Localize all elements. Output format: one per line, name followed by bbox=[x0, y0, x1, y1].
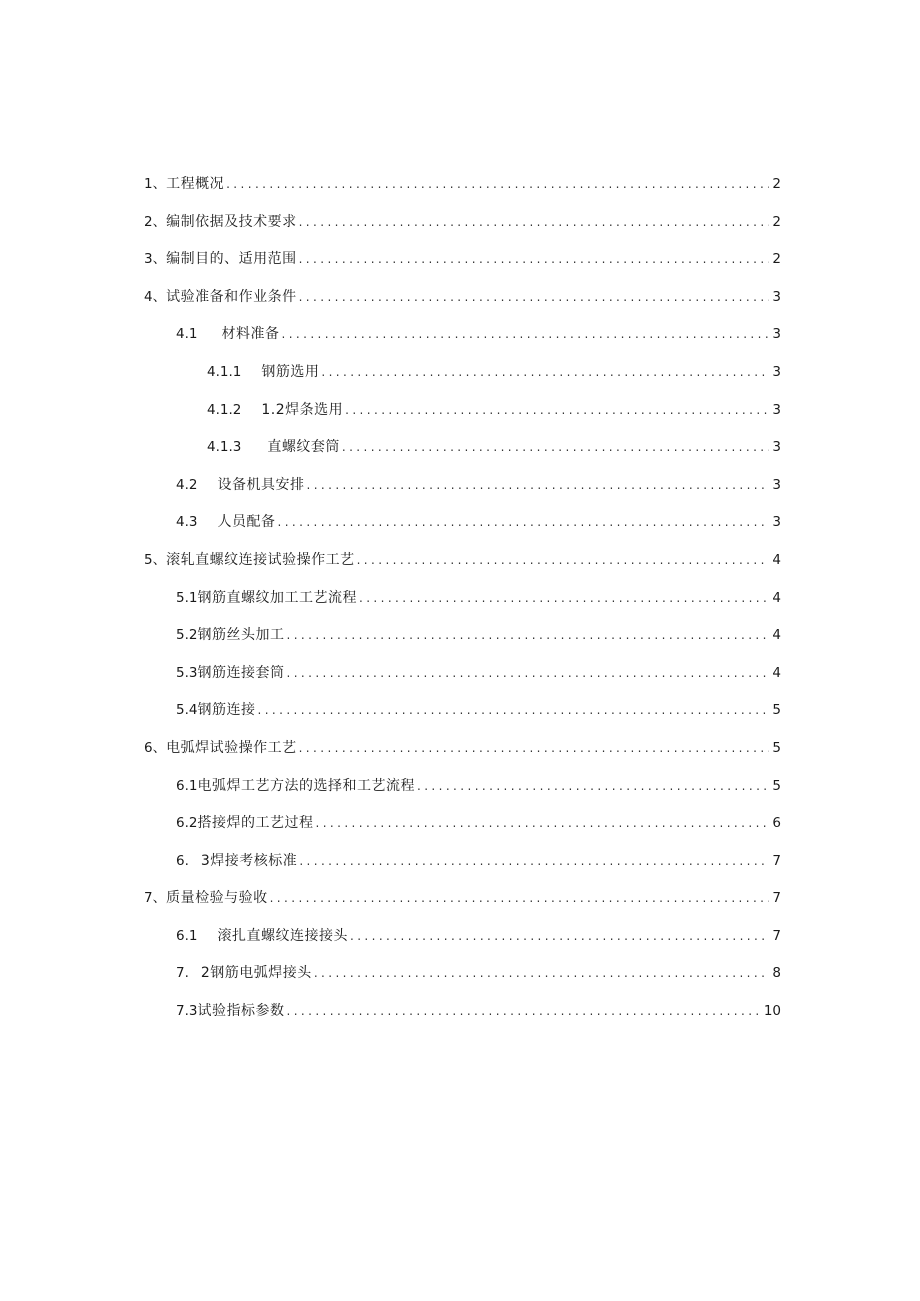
toc-entry-number: 5.1 bbox=[176, 589, 198, 606]
toc-dot-leader bbox=[299, 843, 769, 881]
toc-entry-number: 7. bbox=[176, 965, 189, 982]
toc-entry-title: 滚轧直螺纹连接试验操作工艺 bbox=[166, 551, 355, 568]
toc-dot-leader bbox=[257, 692, 769, 730]
toc-entry-title: 设备机具安排 bbox=[217, 476, 305, 493]
toc-entry-page: 8 bbox=[772, 965, 781, 982]
toc-entry-title: 工程概况 bbox=[166, 176, 225, 192]
toc-entry-page: 4 bbox=[772, 551, 781, 568]
toc-entry[interactable] bbox=[0, 467, 920, 505]
toc-entry[interactable] bbox=[0, 880, 920, 918]
toc-entry-number: 5.4 bbox=[176, 702, 198, 719]
toc-entry-title: 试验准备和作业条件 bbox=[166, 288, 297, 305]
toc-entry-title: 电弧焊工艺方法的选择和工艺流程 bbox=[197, 777, 415, 794]
toc-dot-leader bbox=[299, 730, 770, 768]
toc-entry-number: 5、 bbox=[144, 551, 167, 568]
toc-entry[interactable] bbox=[0, 955, 920, 993]
toc-entry-number: 4.1.2 bbox=[207, 401, 242, 418]
toc-entry-title: 直螺纹套筒 bbox=[267, 439, 340, 456]
toc-entry-number: 6.1 bbox=[176, 927, 198, 944]
toc-dot-leader bbox=[299, 279, 770, 317]
toc-entry-number: 5.3 bbox=[176, 664, 198, 681]
toc-dot-leader bbox=[281, 316, 769, 354]
toc-entry-title: 搭接焊的工艺过程 bbox=[197, 815, 314, 832]
toc-entry-page: 4 bbox=[772, 627, 781, 644]
toc-entry-number: 6. bbox=[176, 852, 189, 869]
toc-entry-page: 3 bbox=[772, 288, 781, 305]
toc-entry-title: 编制依据及技术要求 bbox=[166, 213, 297, 230]
toc-entry-title: 电弧焊试验操作工艺 bbox=[166, 739, 297, 756]
toc-entry-number: 4.1 bbox=[176, 326, 198, 343]
toc-entry-title: 质量检验与验收 bbox=[166, 890, 268, 907]
toc-dot-leader bbox=[359, 580, 769, 618]
toc-entry[interactable] bbox=[0, 542, 920, 580]
toc-entry-title: 编制目的、适用范围 bbox=[166, 251, 297, 268]
toc-entry-page: 7 bbox=[772, 927, 781, 944]
toc-entry-page: 5 bbox=[772, 739, 781, 756]
toc-entry-title: 人员配备 bbox=[217, 514, 276, 531]
toc-entry-page: 3 bbox=[772, 439, 781, 456]
toc-dot-leader bbox=[314, 955, 770, 993]
toc-dot-leader bbox=[286, 993, 760, 1031]
toc-entry-number: 7、 bbox=[144, 890, 167, 907]
toc-entry-title: 钢筋直螺纹加工工艺流程 bbox=[197, 589, 357, 606]
toc-entry-title: 3焊接考核标准 bbox=[200, 852, 298, 869]
toc-dot-leader bbox=[286, 655, 769, 693]
toc-entry-page: 2 bbox=[772, 213, 781, 230]
toc-entry-title: 材料准备 bbox=[221, 326, 280, 343]
toc-dot-leader bbox=[357, 542, 770, 580]
toc-entry-number: 3、 bbox=[144, 251, 167, 268]
toc-dot-leader bbox=[417, 768, 769, 806]
toc-entry-page: 3 bbox=[772, 401, 781, 418]
toc-entry-title: 试验指标参数 bbox=[197, 1003, 285, 1020]
toc-entry-title: 钢筋丝头加工 bbox=[197, 627, 285, 644]
toc-entry-title: 1.2焊条选用 bbox=[261, 401, 344, 418]
toc-entry-page: 3 bbox=[772, 476, 781, 493]
toc-entry-number: 4.3 bbox=[176, 514, 198, 531]
toc-entry[interactable] bbox=[0, 279, 920, 317]
toc-entry[interactable] bbox=[0, 805, 920, 843]
toc-entry-page: 10 bbox=[763, 1003, 781, 1020]
toc-dot-leader bbox=[321, 354, 769, 392]
toc-entry[interactable] bbox=[0, 730, 920, 768]
toc-entry[interactable] bbox=[0, 504, 920, 542]
toc-entry-number: 6.2 bbox=[176, 815, 198, 832]
toc-entry-title: 钢筋选用 bbox=[261, 363, 320, 380]
toc-entry-page: 3 bbox=[772, 363, 781, 380]
toc-entry-page: 4 bbox=[772, 589, 781, 606]
toc-entry-number: 4.2 bbox=[176, 476, 198, 493]
toc-entry-title: 钢筋连接 bbox=[197, 702, 256, 719]
toc-entry[interactable] bbox=[0, 918, 920, 956]
toc-entry-page: 2 bbox=[772, 251, 781, 268]
toc-entry-page: 7 bbox=[772, 852, 781, 869]
toc-entry-number: 5.2 bbox=[176, 627, 198, 644]
toc-dot-leader bbox=[299, 241, 770, 279]
toc-entry-number: 2、 bbox=[144, 213, 167, 230]
toc-entry-number: 6、 bbox=[144, 739, 167, 756]
toc-entry[interactable] bbox=[0, 580, 920, 618]
toc-entry-page: 4 bbox=[772, 664, 781, 681]
toc-entry-page: 2 bbox=[772, 176, 781, 192]
toc-entry[interactable] bbox=[0, 768, 920, 806]
toc-dot-leader bbox=[270, 880, 770, 918]
toc-entry[interactable] bbox=[0, 166, 920, 204]
toc-entry-number: 4、 bbox=[144, 288, 167, 305]
toc-entry-number: 7.3 bbox=[176, 1003, 198, 1020]
toc-entry[interactable] bbox=[0, 354, 920, 392]
toc-entry[interactable] bbox=[0, 392, 920, 430]
toc-dot-leader bbox=[345, 392, 769, 430]
toc-dot-leader bbox=[226, 166, 769, 204]
toc-entry[interactable] bbox=[0, 993, 920, 1031]
toc-entry[interactable] bbox=[0, 241, 920, 279]
toc-entry-number: 4.1.1 bbox=[207, 363, 242, 380]
toc-entry-page: 6 bbox=[772, 815, 781, 832]
toc-entry-title: 钢筋连接套筒 bbox=[197, 664, 285, 681]
toc-entry[interactable] bbox=[0, 316, 920, 354]
toc-dot-leader bbox=[306, 467, 769, 505]
toc-dot-leader bbox=[350, 918, 769, 956]
toc-entry[interactable] bbox=[0, 204, 920, 242]
toc-entry-title: 2钢筋电弧焊接头 bbox=[200, 965, 312, 982]
toc-dot-leader bbox=[315, 805, 769, 843]
toc-entry-page: 3 bbox=[772, 326, 781, 343]
toc-entry[interactable] bbox=[0, 692, 920, 730]
toc-entry-page: 7 bbox=[772, 890, 781, 907]
toc-entry-page: 5 bbox=[772, 777, 781, 794]
toc-entry-number: 1、 bbox=[144, 176, 167, 192]
toc-dot-leader bbox=[286, 617, 769, 655]
toc-entry-page: 5 bbox=[772, 702, 781, 719]
toc-entry-number: 6.1 bbox=[176, 777, 198, 794]
toc-entry[interactable] bbox=[0, 843, 920, 881]
toc-entry[interactable] bbox=[0, 655, 920, 693]
toc-dot-leader bbox=[277, 504, 769, 542]
table-of-contents bbox=[0, 166, 920, 1031]
toc-entry[interactable] bbox=[0, 429, 920, 467]
toc-entry-title: 滚扎直螺纹连接接头 bbox=[217, 927, 348, 944]
toc-dot-leader bbox=[342, 429, 770, 467]
toc-entry[interactable] bbox=[0, 617, 920, 655]
toc-entry-number: 4.1.3 bbox=[207, 439, 242, 456]
toc-dot-leader bbox=[299, 204, 770, 242]
toc-entry-page: 3 bbox=[772, 514, 781, 531]
